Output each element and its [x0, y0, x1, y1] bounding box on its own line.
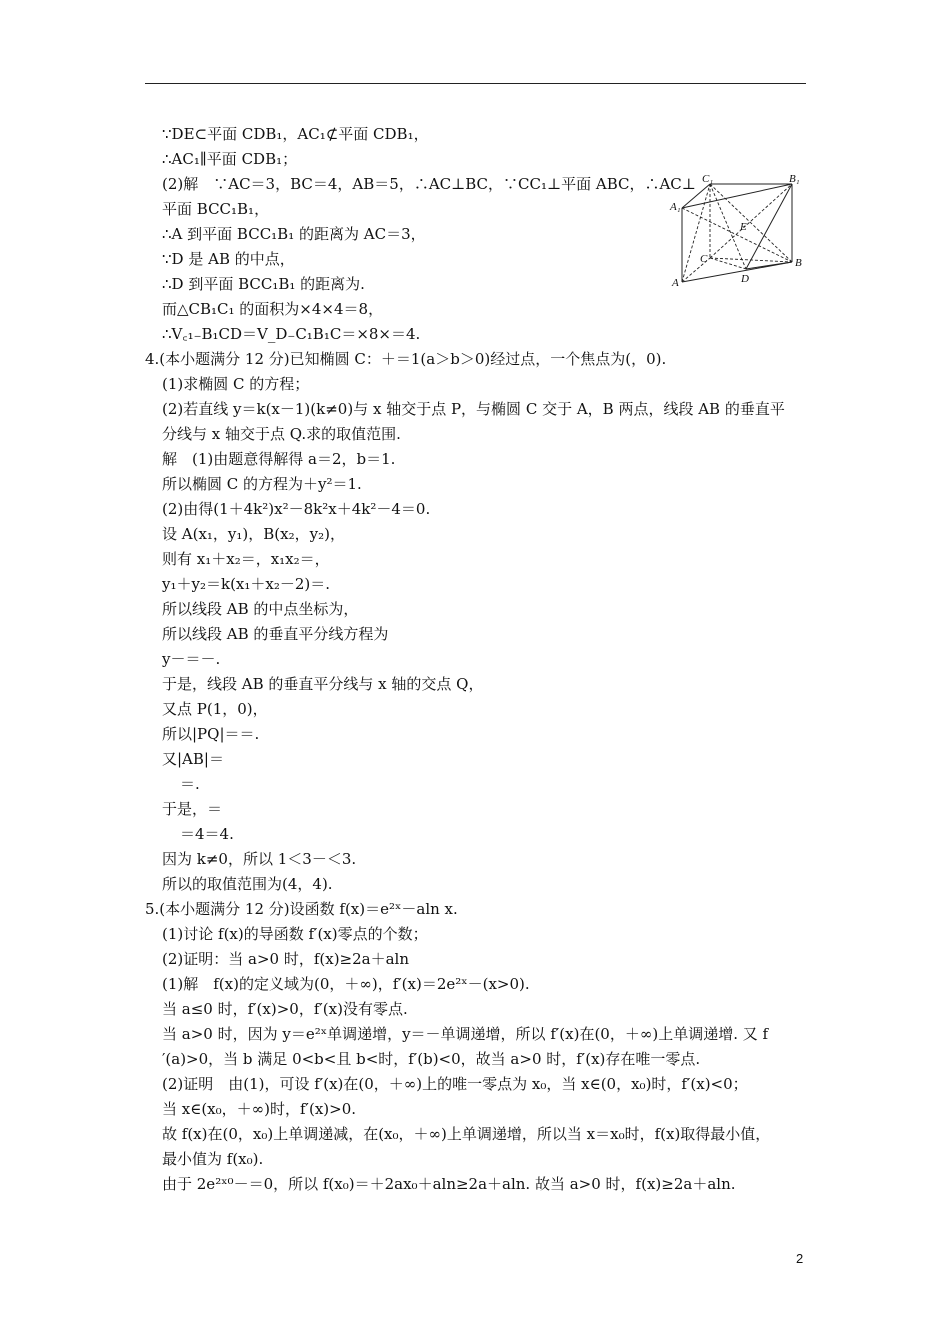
text-line: 平面 BCC₁B₁，: [162, 200, 270, 218]
label-b1: B₁: [789, 173, 800, 185]
text-line: y－＝－.: [162, 650, 221, 668]
text-line: 分线与 x 轴交于点 Q.求的取值范围.: [162, 425, 401, 443]
text-line: ′(a)>0，当 b 满足 0<b<且 b<时，f′(b)<0，故当 a>0 时，f′(x)存在唯一零点.: [162, 1050, 701, 1068]
text-line: 故 f(x)在(0，x₀)上单调递减，在(x₀，＋∞)上单调递增，所以当 x＝x₀时，f(x)取得最小值，: [162, 1125, 771, 1143]
text-line: 所以线段 AB 的中点坐标为，: [162, 600, 359, 618]
header-rule: [145, 83, 806, 84]
label-a: A: [672, 277, 679, 289]
text-line: ＝.: [180, 775, 200, 793]
text-line: 所以|PQ|＝＝.: [162, 725, 260, 743]
text-line: 而△CB₁C₁ 的面积为×4×4＝8，: [162, 300, 384, 318]
text-line: (2)若直线 y＝k(x－1)(k≠0)与 x 轴交于点 P，与椭圆 C 交于 A，B 两点，线段 AB 的垂直平: [162, 400, 785, 418]
label-c1: C₁: [702, 173, 714, 185]
text-line: 所以的取值范围为(4，4).: [162, 875, 333, 893]
label-a1: A₁: [670, 201, 681, 213]
text-line: 所以线段 AB 的垂直平分线方程为: [162, 625, 389, 643]
text-line: 设 A(x₁，y₁)，B(x₂，y₂)，: [162, 525, 345, 543]
prism-figure: [668, 172, 808, 292]
text-line: (1)讨论 f(x)的导函数 f′(x)零点的个数；: [162, 925, 428, 943]
text-line: y₁＋y₂＝k(x₁＋x₂－2)＝.: [162, 575, 331, 593]
text-line: 于是，线段 AB 的垂直平分线与 x 轴的交点 Q，: [162, 675, 484, 693]
text-line: 当 a>0 时，因为 y＝e²ˣ单调递增，y＝－单调递增，所以 f′(x)在(0，＋∞)上单调递增. 又 f: [162, 1025, 769, 1043]
text-line: 当 a≤0 时，f′(x)>0，f′(x)没有零点.: [162, 1000, 408, 1018]
text-line: ∴D 到平面 BCC₁B₁ 的距离为.: [162, 275, 365, 293]
text-line: 又|AB|＝: [162, 750, 224, 768]
question-heading: 4.(本小题满分 12 分)已知椭圆 C：＋＝1(a＞b＞0)经过点，一个焦点为(，0).: [145, 350, 667, 368]
text-line: (2)证明 由(1)，可设 f′(x)在(0，＋∞)上的唯一零点为 x₀，当 x∈(0，x₀)时，f′(x)<0；: [162, 1075, 748, 1093]
text-line: ＝4＝4.: [180, 825, 234, 843]
label-d: D: [741, 273, 749, 285]
label-e: E: [740, 221, 747, 233]
text-line: (2)由得(1＋4k²)x²－8k²x＋4k²－4＝0.: [162, 500, 431, 518]
text-line: 于是，＝: [162, 800, 223, 818]
text-line: ∵DE⊂平面 CDB₁，AC₁⊄平面 CDB₁，: [162, 125, 429, 143]
text-line: 由于 2e²ˣ⁰－＝0，所以 f(x₀)＝＋2ax₀＋aln≥2a＋aln. 故当 a>0 时，f(x)≥2a＋aln.: [162, 1175, 736, 1193]
text-line: (1)求椭圆 C 的方程；: [162, 375, 310, 393]
text-line: 因为 k≠0，所以 1＜3－＜3.: [162, 850, 357, 868]
question-heading: 5.(本小题满分 12 分)设函数 f(x)＝e²ˣ－aln x.: [145, 900, 458, 918]
text-line: 当 x∈(x₀，＋∞)时，f′(x)>0.: [162, 1100, 357, 1118]
label-c: C: [700, 253, 708, 265]
text-line: 解 (1)由题意得解得 a＝2，b＝1.: [162, 450, 396, 468]
text-line: (2)解 ∵AC＝3，BC＝4，AB＝5，∴AC⊥BC，∵CC₁⊥平面 ABC，∴AC⊥: [162, 175, 696, 193]
text-line: (1)解 f(x)的定义域为(0，＋∞)，f′(x)＝2e²ˣ－(x>0).: [162, 975, 530, 993]
text-line: ∵D 是 AB 的中点，: [162, 250, 295, 268]
text-line: ∴AC₁∥平面 CDB₁；: [162, 150, 298, 168]
text-line: 所以椭圆 C 的方程为＋y²＝1.: [162, 475, 362, 493]
text-line: ∴V꜀₁₋B₁CD＝V_D₋C₁B₁C＝×8×＝4.: [162, 325, 421, 343]
text-line: ∴A 到平面 BCC₁B₁ 的距离为 AC＝3，: [162, 225, 426, 243]
page-number: 2: [796, 1251, 804, 1266]
text-line: (2)证明：当 a>0 时，f(x)≥2a＋aln: [162, 950, 410, 968]
text-line: 又点 P(1，0)，: [162, 700, 268, 718]
label-b: B: [795, 257, 802, 269]
text-line: 则有 x₁＋x₂＝，x₁x₂＝，: [162, 550, 330, 568]
text-line: 最小值为 f(x₀).: [162, 1150, 264, 1168]
